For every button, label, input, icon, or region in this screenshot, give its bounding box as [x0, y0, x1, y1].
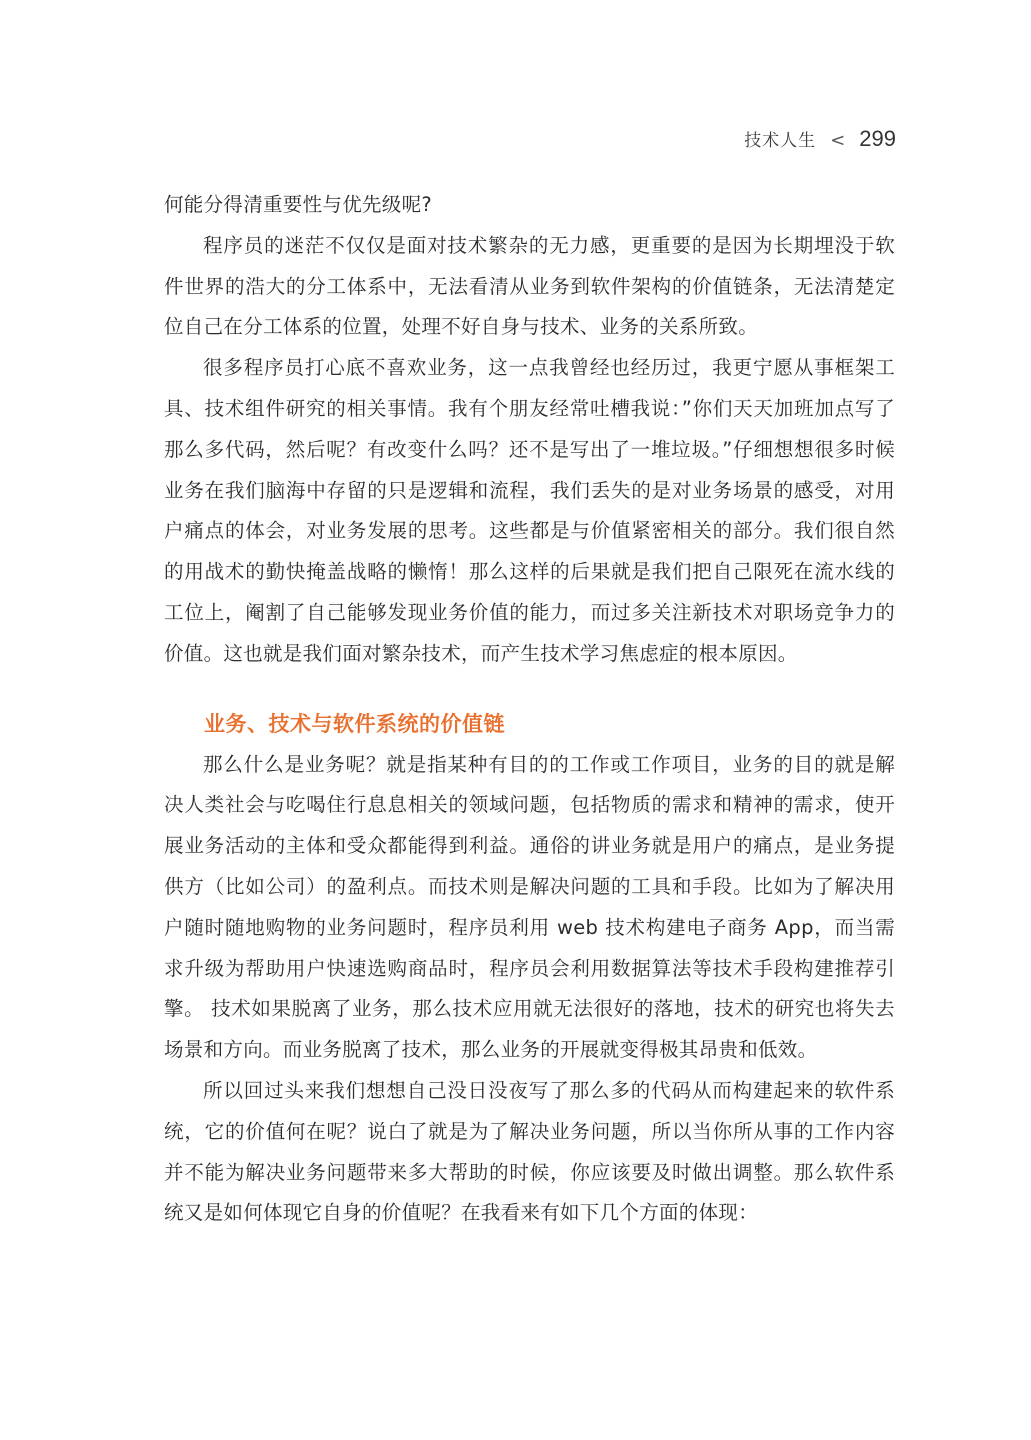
running-header	[744, 126, 896, 152]
section-heading: 业务、技术与软件系统的价值链	[204, 711, 505, 736]
page-body	[164, 185, 895, 1234]
paragraph-programmer-confusion: 程序员的迷茫不仅仅是面对技术繁杂的无力感，更重要的是因为长期埋没于软件世界的浩大的分工体系中，无法看清从业务到软件架构的价值链条，无法清楚定位自己在分工体系的位置，处理不好自身与技术、业务的关系所致。	[164, 233, 895, 339]
paragraph-continuation: 何能分得清重要性与优先级呢?	[164, 193, 433, 216]
header-separator: <	[830, 130, 846, 151]
header-section-title: 技术人生	[744, 131, 817, 151]
paragraph-dislike-business: 很多程序员打心底不喜欢业务，这一点我曾经也经历过，我更宁愿从事框架工具、技术组件研究的相关事情。我有个朋友经常吐槽我说：”你们天天加班加点写了那么多代码，然后呢？有改变什么吗？还不是写出了一堆垃圾。”仔细想想很多时候业务在我们脑海中存留的只是逻辑和流程，我们丢失的是对业务场景的感受，对用户痛点的体会，对业务发展的思考。这些都是与价值紧密相关的部分。我们很自然的用战术的勤快掩盖战略的懒惰！那么这样的后果就是我们把自己限死在流水线的工位上，阉割了自己能够发现业务价值的能力，而过多关注新技术对职场竞争力的价值。这也就是我们面对繁杂技术，而产生技术学习焦虑症的根本原因。	[164, 356, 895, 665]
paragraph-what-is-business: 那么什么是业务呢？就是指某种有目的的工作或工作项目，业务的目的就是解决人类社会与吃喝住行息息相关的领域问题，包括物质的需求和精神的需求，使开展业务活动的主体和受众都能得到利益。通俗的讲业务就是用户的痛点，是业务提供方（比如公司）的盈利点。而技术则是解决问题的工具和手段。比如为了解决用户随时随地购物的业务问题时，程序员利用 web 技术构建电子商务 App，而当需求升级为帮助用户快速选购商品时，程序员会利用数据算法等技术手段构建推荐引擎。 技术如果脱离了业务，那么技术应用就无法很好的落地，技术的研究也将失去场景和方向。而业务脱离了技术，那么业务的开展就变得极其昂贵和低效。	[164, 752, 895, 1062]
paragraph-software-value: 所以回过头来我们想想自己没日没夜写了那么多的代码从而构建起来的软件系统，它的价值何在呢？说白了就是为了解决业务问题，所以当你所从事的工作内容并不能为解决业务问题带来多大帮助的时候，你应该要及时做出调整。那么软件系统又是如何体现它自身的价值呢？在我看来有如下几个方面的体现：	[164, 1078, 895, 1225]
page-number: 299	[859, 126, 896, 151]
